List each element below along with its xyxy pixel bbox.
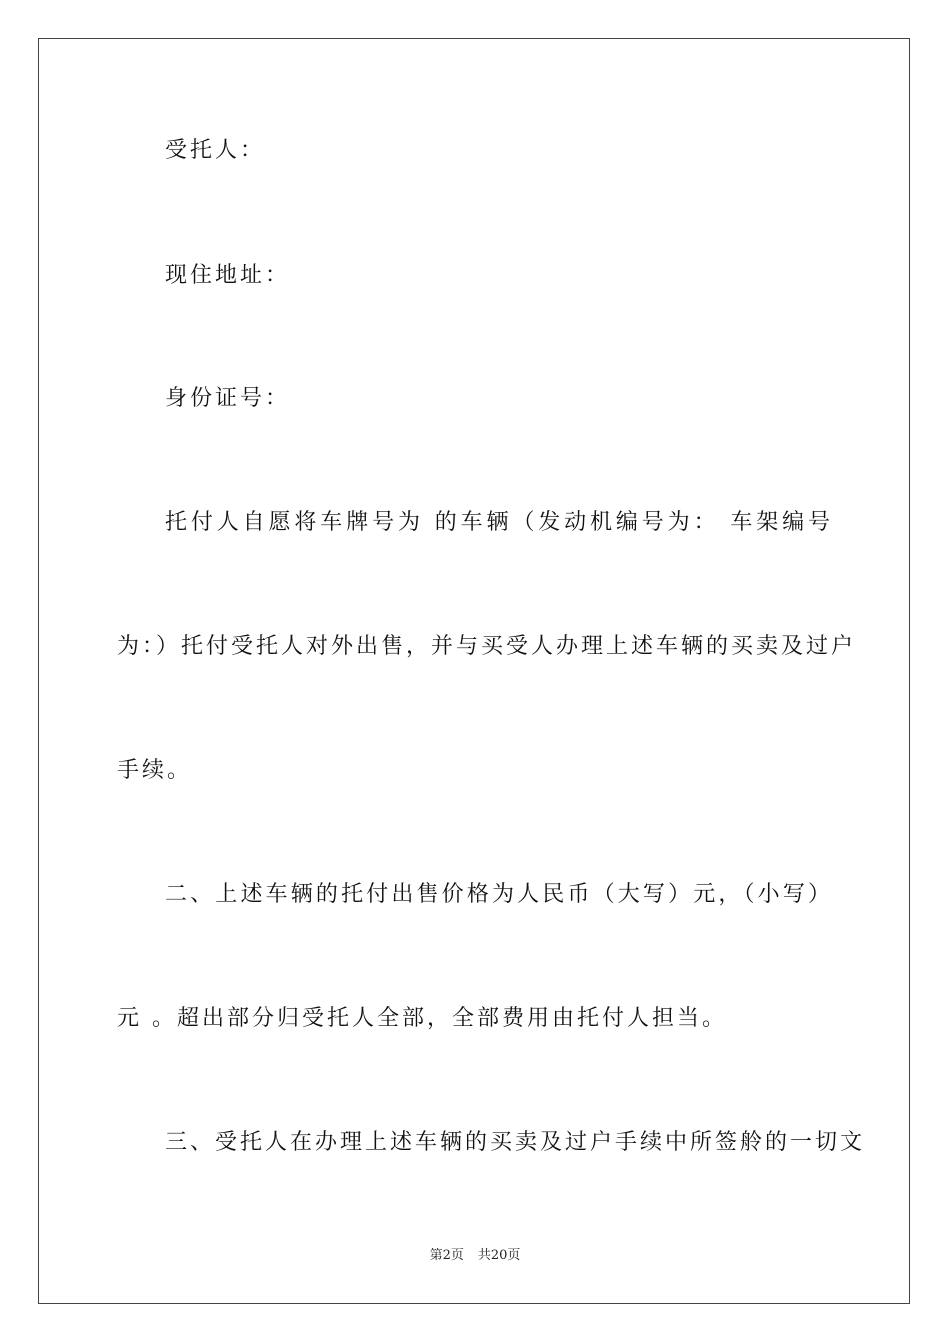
page-total: 共20页 (477, 1248, 521, 1263)
page-number: 第2页 (429, 1248, 464, 1263)
paragraph-line: 二、上述车辆的托付出售价格为人民币（大写）元，（小写） (165, 882, 833, 907)
paragraph-line: 三、受托人在办理上述车辆的买卖及过户手续中所签舲的一切文 (165, 1130, 866, 1155)
field-label-address: 现住地址： (165, 263, 291, 288)
paragraph-line: 元 。超出部分归受托人全部，全部费用由托付人担当。 (117, 1006, 727, 1031)
paragraph-line: 手续。 (117, 758, 193, 783)
page-border (38, 38, 910, 1304)
paragraph-line: 为：）托付受托人对外出售，并与买受人办理上述车辆的买卖及过户 (117, 634, 857, 659)
page-footer (0, 1247, 950, 1265)
field-label-trustee: 受托人： (165, 138, 266, 163)
paragraph-line: 托付人自愿将车牌号为 的车辆（发动机编号为： 车架编号 (165, 510, 833, 535)
field-label-id-number: 身份证号： (165, 386, 291, 411)
